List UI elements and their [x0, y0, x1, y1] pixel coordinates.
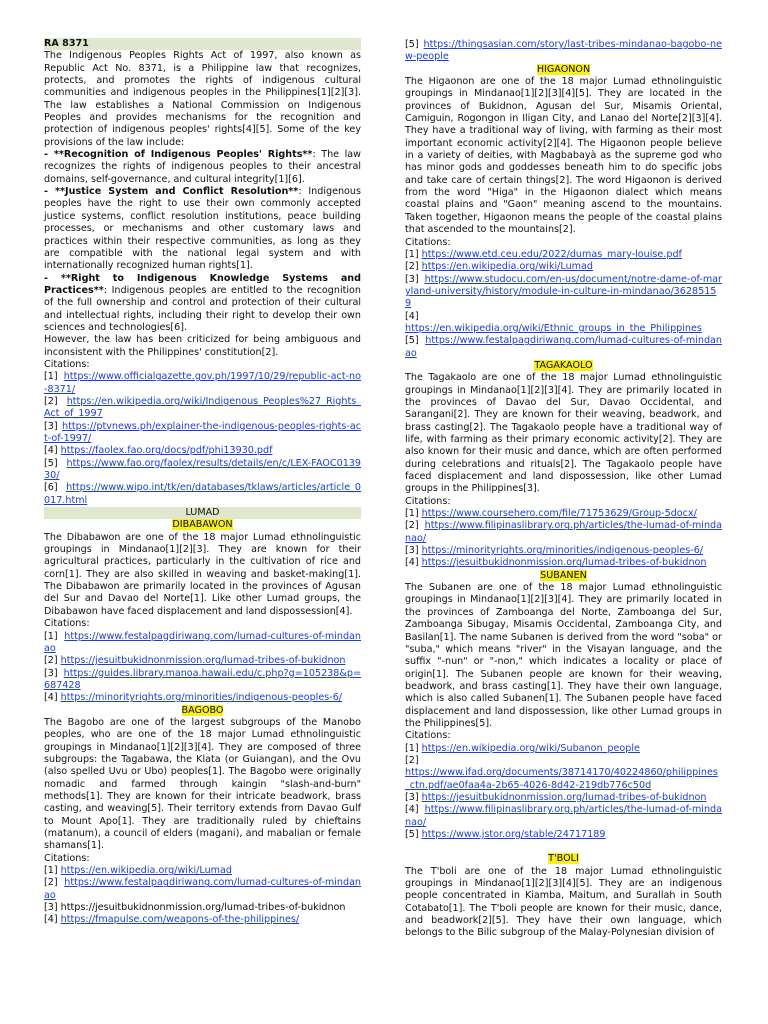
bagobo-citations-label: Citations: — [44, 852, 90, 864]
citation-item — [405, 261, 722, 273]
citation-link[interactable]: https://en.wikipedia.org/wiki/Ethnic_groups_in_the_Philippines — [405, 322, 702, 334]
citation-number: [1] — [44, 630, 58, 642]
citation-link[interactable]: https://fmapulse.com/weapons-of-the-philippines/ — [60, 914, 300, 926]
citation-number: [2] — [405, 754, 419, 766]
citation-number: [1] — [405, 508, 419, 520]
citation-number: [4] — [44, 914, 58, 926]
citation-number: [5] — [44, 457, 58, 469]
citation-item — [44, 458, 361, 483]
citation-number: [2] — [44, 877, 58, 889]
citation-item — [44, 421, 361, 446]
higaonon-heading — [405, 64, 722, 76]
citation-link[interactable]: https://en.wikipedia.org/wiki/Subanon_people — [421, 742, 640, 754]
citation-number: [4] — [44, 445, 58, 457]
lumad-title: LUMAD — [44, 507, 361, 519]
dibabawon-heading — [44, 519, 361, 531]
citation-link[interactable]: https://www.filipinaslibrary.org.ph/articles/the-lumad-of-mindanao/ — [405, 520, 722, 544]
ra-criticism: However, the law has been criticized for being ambiguous and inconsistent with the Philippines' constitution[2]. — [44, 334, 361, 358]
citation-number: [4] — [44, 692, 58, 704]
citation-link[interactable]: https://en.wikipedia.org/wiki/Lumad — [421, 261, 593, 273]
citation-link[interactable]: https://www.ifad.org/documents/38714170/40224860/philippines_ctn.pdf/ae0faa4a-2b65-4026-8d42-219db776c50d — [405, 767, 718, 791]
citation-link[interactable]: https://faolex.fao.org/docs/pdf/phi13930.pdf — [60, 445, 273, 457]
ra-provision-2 — [44, 186, 361, 272]
tboli-text: The T'boli are one of the 18 major Lumad ethnolinguistic groupings in Mindanao[1][2][3][4][5]. They are an indigenous people concentrated in Kiamba, Maitum, and Surallah in South Cotabato[1]. The T'boli people are known for their music, dance, and beadwork[2][5]. They have their own language, which belongs to the Bilic subgroup of the Malay-Polynesian division of — [405, 865, 722, 939]
citation-item — [405, 743, 722, 755]
ra-provision-3 — [44, 273, 361, 335]
citation-item — [44, 445, 361, 457]
bagobo-text: The Bagobo are one of the largest subgroups of the Manobo peoples, who are one of the 18 major Lumad ethnolinguistic groupings in Mindanao[1][2][3][4]. They are composed of three subgroups: the Tagabawa, the Klata (or Guiangan), and the Ovu (also spelled Uvu or Ubo) peoples[1]. The Bagobo were originally nomadic and farmed through kaingin "slash-and-burn" methods[1]. They are known for their intricate beadwork, brass casting, and weaving[5]. Their territory extends from Davao Gulf to Mount Apo[1]. They are traditionally ruled by chieftains (matanum), a council of elders (magani), and mabalian or female shamans[1]. — [44, 716, 361, 852]
tboli-title: T'BOLI — [548, 853, 579, 865]
citation-link[interactable]: https://www.festalpagdiriwang.com/lumad-cultures-of-mindanao — [44, 630, 361, 654]
citation-number: [2] — [405, 261, 419, 273]
citation-link[interactable]: https://jesuitbukidnonmission.org/lumad-tribes-of-bukidnon — [60, 655, 346, 667]
subanen-text: The Subanen are one of the 18 major Lumad ethnolinguistic groupings in Mindanao[1][2][3][4]. They are primarily located in the provinces of Zamboanga del Norte, Zamboanga del Sur, Zamboanga Sibugay, Misamis Occidental, Zamboanga City, and Basilan[1]. The name Subanen is derived from the word "soba" or "suba," which means "river" in the Visayan language, and the suffix "-nun" or "-non," which indicates a locality or place of origin[1]. The Subanen people are known for their weaving, beadwork, and brass casting[1]. They have their own language, which is also called Subanen[1]. The Subanen people have faced displacement and land dispossession, like other Lumad groups in the Philippines[5]. — [405, 582, 722, 729]
citation-number: [5] — [405, 39, 419, 50]
citation-plain-url: https://jesuitbukidnonmission.org/lumad-tribes-of-bukidnon — [60, 902, 346, 914]
ra-provision-3-text: : Indigenous peoples are entitled to the recognition of the full ownership and control and protection of their cultural and intellectual rights, including their right to develop their own sciences and technologies[6]. — [44, 284, 361, 333]
citation-item — [44, 396, 361, 421]
citation-number: [1] — [405, 248, 419, 260]
citation-link[interactable]: https://en.wikipedia.org/wiki/Lumad — [60, 865, 232, 877]
higaonon-title: HIGAONON — [536, 63, 591, 75]
ra-provision-1 — [44, 149, 361, 186]
citation-number: [4] — [405, 310, 419, 322]
citation-item — [405, 311, 722, 336]
subanen-title: SUBANEN — [540, 569, 587, 581]
citation-item — [405, 274, 722, 311]
citation-item — [405, 755, 722, 792]
ra-provision-1-text: : The law recognizes the rights of indigenous peoples to their ancestral domains, self-governance, and cultural integrity[1][6]. — [44, 149, 361, 185]
tagakaolo-heading — [405, 360, 722, 372]
citation-number: [4] — [405, 557, 419, 569]
dibabawon-title: DIBABAWON — [172, 519, 233, 531]
citation-item — [44, 877, 361, 902]
citation-item — [44, 631, 361, 656]
citation-link[interactable]: https://www.coursehero.com/file/71753629/Group-5docx/ — [421, 508, 697, 520]
subanen-heading — [405, 570, 722, 582]
tagakaolo-citations-label: Citations: — [405, 495, 451, 507]
higaonon-citations-label: Citations: — [405, 236, 451, 248]
citation-number: [3] — [44, 902, 58, 914]
tagakaolo-title: TAGAKAOLO — [534, 359, 593, 371]
citation-link[interactable]: https://minorityrights.org/minorities/indigenous-peoples-6/ — [421, 545, 704, 557]
citation-item — [44, 865, 361, 877]
citation-link[interactable]: https://jesuitbukidnonmission.org/lumad-tribes-of-bukidnon — [421, 791, 707, 803]
subanen-citations-label: Citations: — [405, 730, 451, 742]
ra-citations-label: Citations: — [44, 358, 90, 370]
citation-link[interactable]: https://www.studocu.com/en-us/document/notre-dame-of-maryland-university/history/module-in-culture-in-mindanao/36285159 — [405, 273, 722, 310]
citation-item — [405, 335, 722, 360]
citation-number: [3] — [405, 791, 419, 803]
citation-item — [405, 804, 722, 829]
bagobo-heading — [44, 705, 361, 717]
citation-item — [44, 914, 361, 926]
citation-link[interactable]: https://en.wikipedia.org/wiki/Indigenous_Peoples%27_Rights_Act_of_1997 — [44, 395, 361, 420]
citation-number: [5] — [405, 335, 419, 347]
citation-link[interactable]: https://www.festalpagdiriwang.com/lumad-cultures-of-mindanao — [405, 335, 722, 359]
ra-provision-1-label: - **Recognition of Indigenous Peoples' Rights** — [44, 149, 313, 161]
spacer — [405, 841, 722, 853]
tagakaolo-text: The Tagakaolo are one of the 18 major Lumad ethnolinguistic groupings in Mindanao[1][2][3][4]. They are primarily located in the provinces of Davao del Sur, Davao Occidental, and Sarangani[2]. They are known for their weaving, beadwork, and brass casting[2]. The Tagakaolo people have a traditional way of life, with farming as their primary economic activity[2]. They are also known for their music and dance, which are often performed during celebrations and rituals[2]. The Tagakaolo people have faced displacement and land dispossession, like other Lumad groups in the Philippines[3]. — [405, 372, 722, 495]
citation-number: [2] — [44, 395, 58, 407]
citation-link[interactable]: https://minorityrights.org/minorities/indigenous-peoples-6/ — [60, 692, 343, 704]
left-column — [44, 38, 361, 927]
citation-number: [4] — [405, 804, 419, 816]
citation-link[interactable]: https://www.fao.org/faolex/results/details/en/c/LEX-FAOC013930/ — [44, 457, 361, 482]
citation-item — [44, 655, 361, 667]
citation-link[interactable]: https://ptvnews.ph/explainer-the-indigenous-peoples-rights-act-of-1997/ — [44, 420, 361, 444]
citation-item — [405, 249, 722, 261]
citation-item — [44, 692, 361, 704]
citation-link[interactable]: https://www.etd.ceu.edu/2022/dumas_mary-louise.pdf — [421, 248, 682, 260]
citation-link[interactable]: https://www.jstor.org/stable/24717189 — [421, 829, 606, 840]
dibabawon-text: The Dibabawon are one of the 18 major Lumad ethnolinguistic groupings in Mindanao[1][2][3]. They are known for their agricultural practices, particularly in the cultivation of rice and corn[1]. They are also skilled in weaving and basket-making[1]. The Dibabawon are primarily located in the provinces of Agusan del Sur and Davao del Norte[1]. Like other Lumad groups, the Dibabawon have faced displacement and land dispossession[4]. — [44, 531, 361, 617]
citation-number: [2] — [405, 520, 419, 532]
citation-number: [6] — [44, 482, 58, 494]
citation-number: [1] — [44, 371, 58, 383]
citation-number: [3] — [405, 545, 419, 557]
citation-item — [405, 520, 722, 545]
citation-item — [44, 668, 361, 693]
ra-provision-2-label: - **Justice System and Conflict Resolution** — [44, 186, 299, 198]
citation-number: [1] — [405, 742, 419, 754]
tboli-heading — [405, 853, 722, 865]
citation-item — [44, 482, 361, 507]
higaonon-text: The Higaonon are one of the 18 major Lumad ethnolinguistic groupings in Mindanao[1][2][3][4][5]. They are located in the provinces of Bukidnon, Agusan del Sur, Misamis Oriental, Camiguin, Rogongon in Iligan City, and Lanao del Norte[2][3][4]. They have a traditional way of living, with farming as their most important economic activity[2][4]. The Higaonon people believe in a variety of deities, with Magbabayà as the supreme god who has minor gods and goddesses beneath him to do specific jobs and take care of certain things[2]. The word Higaonon is derived from the word "Higa" in the Higaonon dialect which means coastal plains and "Gaon" meaning ascend to the mountains. Taken together, Higaonon means the people of the coastal plains that ascended to the mountains[2]. — [405, 76, 722, 236]
citation-item — [405, 829, 722, 841]
ra-intro: The Indigenous Peoples Rights Act of 1997, also known as Republic Act No. 8371, is a Philippine law that recognizes, protects, and promotes the rights of indigenous cultural communities and indigenous peoples in the Philippines[1][2][3]. The law establishes a National Commission on Indigenous Peoples and provides mechanisms for the recognition and protection of indigenous peoples' rights[4][5]. Some of the key provisions of the law include: — [44, 50, 361, 148]
citation-number: [2] — [44, 655, 58, 667]
citation-item — [405, 508, 722, 520]
citation-link[interactable]: https://www.wipo.int/tk/en/databases/tklaws/articles/article_0017.html — [44, 482, 361, 506]
dibabawon-citations-label: Citations: — [44, 618, 90, 630]
citation-link[interactable]: https://www.festalpagdiriwang.com/lumad-cultures-of-mindanao — [44, 877, 361, 901]
citation-number: [1] — [44, 865, 58, 877]
citation-link[interactable]: https://jesuitbukidnonmission.org/lumad-tribes-of-bukidnon — [421, 557, 707, 569]
citation-link[interactable]: https://www.filipinaslibrary.org.ph/articles/the-lumad-of-mindanao/ — [405, 804, 722, 828]
citation-link[interactable]: https://thingsasian.com/story/last-tribes-mindanao-bagobo-new-people — [405, 39, 722, 63]
citation-item — [405, 792, 722, 804]
citation-item — [44, 371, 361, 396]
ra-title: RA 8371 — [44, 38, 361, 50]
citation-number: [3] — [405, 273, 419, 285]
citation-link[interactable]: https://www.officialgazette.gov.ph/1997/10/29/republic-act-no-8371/ — [44, 371, 361, 395]
ra-provision-3-label: - **Right to Indigenous Knowledge Systems and Practices** — [44, 272, 361, 296]
bagobo-title: BAGOBO — [181, 704, 224, 716]
citation-item — [405, 39, 722, 64]
citation-number: [3] — [44, 667, 58, 679]
citation-number: [5] — [405, 829, 419, 840]
citation-item — [405, 557, 722, 569]
right-column — [405, 39, 722, 940]
citation-number: [3] — [44, 420, 58, 432]
citation-item — [405, 545, 722, 557]
citation-link[interactable]: https://guides.library.manoa.hawaii.edu/c.php?g=105238&p=687428 — [44, 667, 361, 691]
ra-provision-2-text: : Indigenous peoples have the right to use their own commonly accepted justice systems, conflict resolution institutions, peace building processes, or mechanisms and other customary laws and practices within their respective communities, as long as they are compatible with the national legal system and with internationally recognized human rights[1]. — [44, 186, 361, 272]
citation-item — [44, 902, 361, 914]
